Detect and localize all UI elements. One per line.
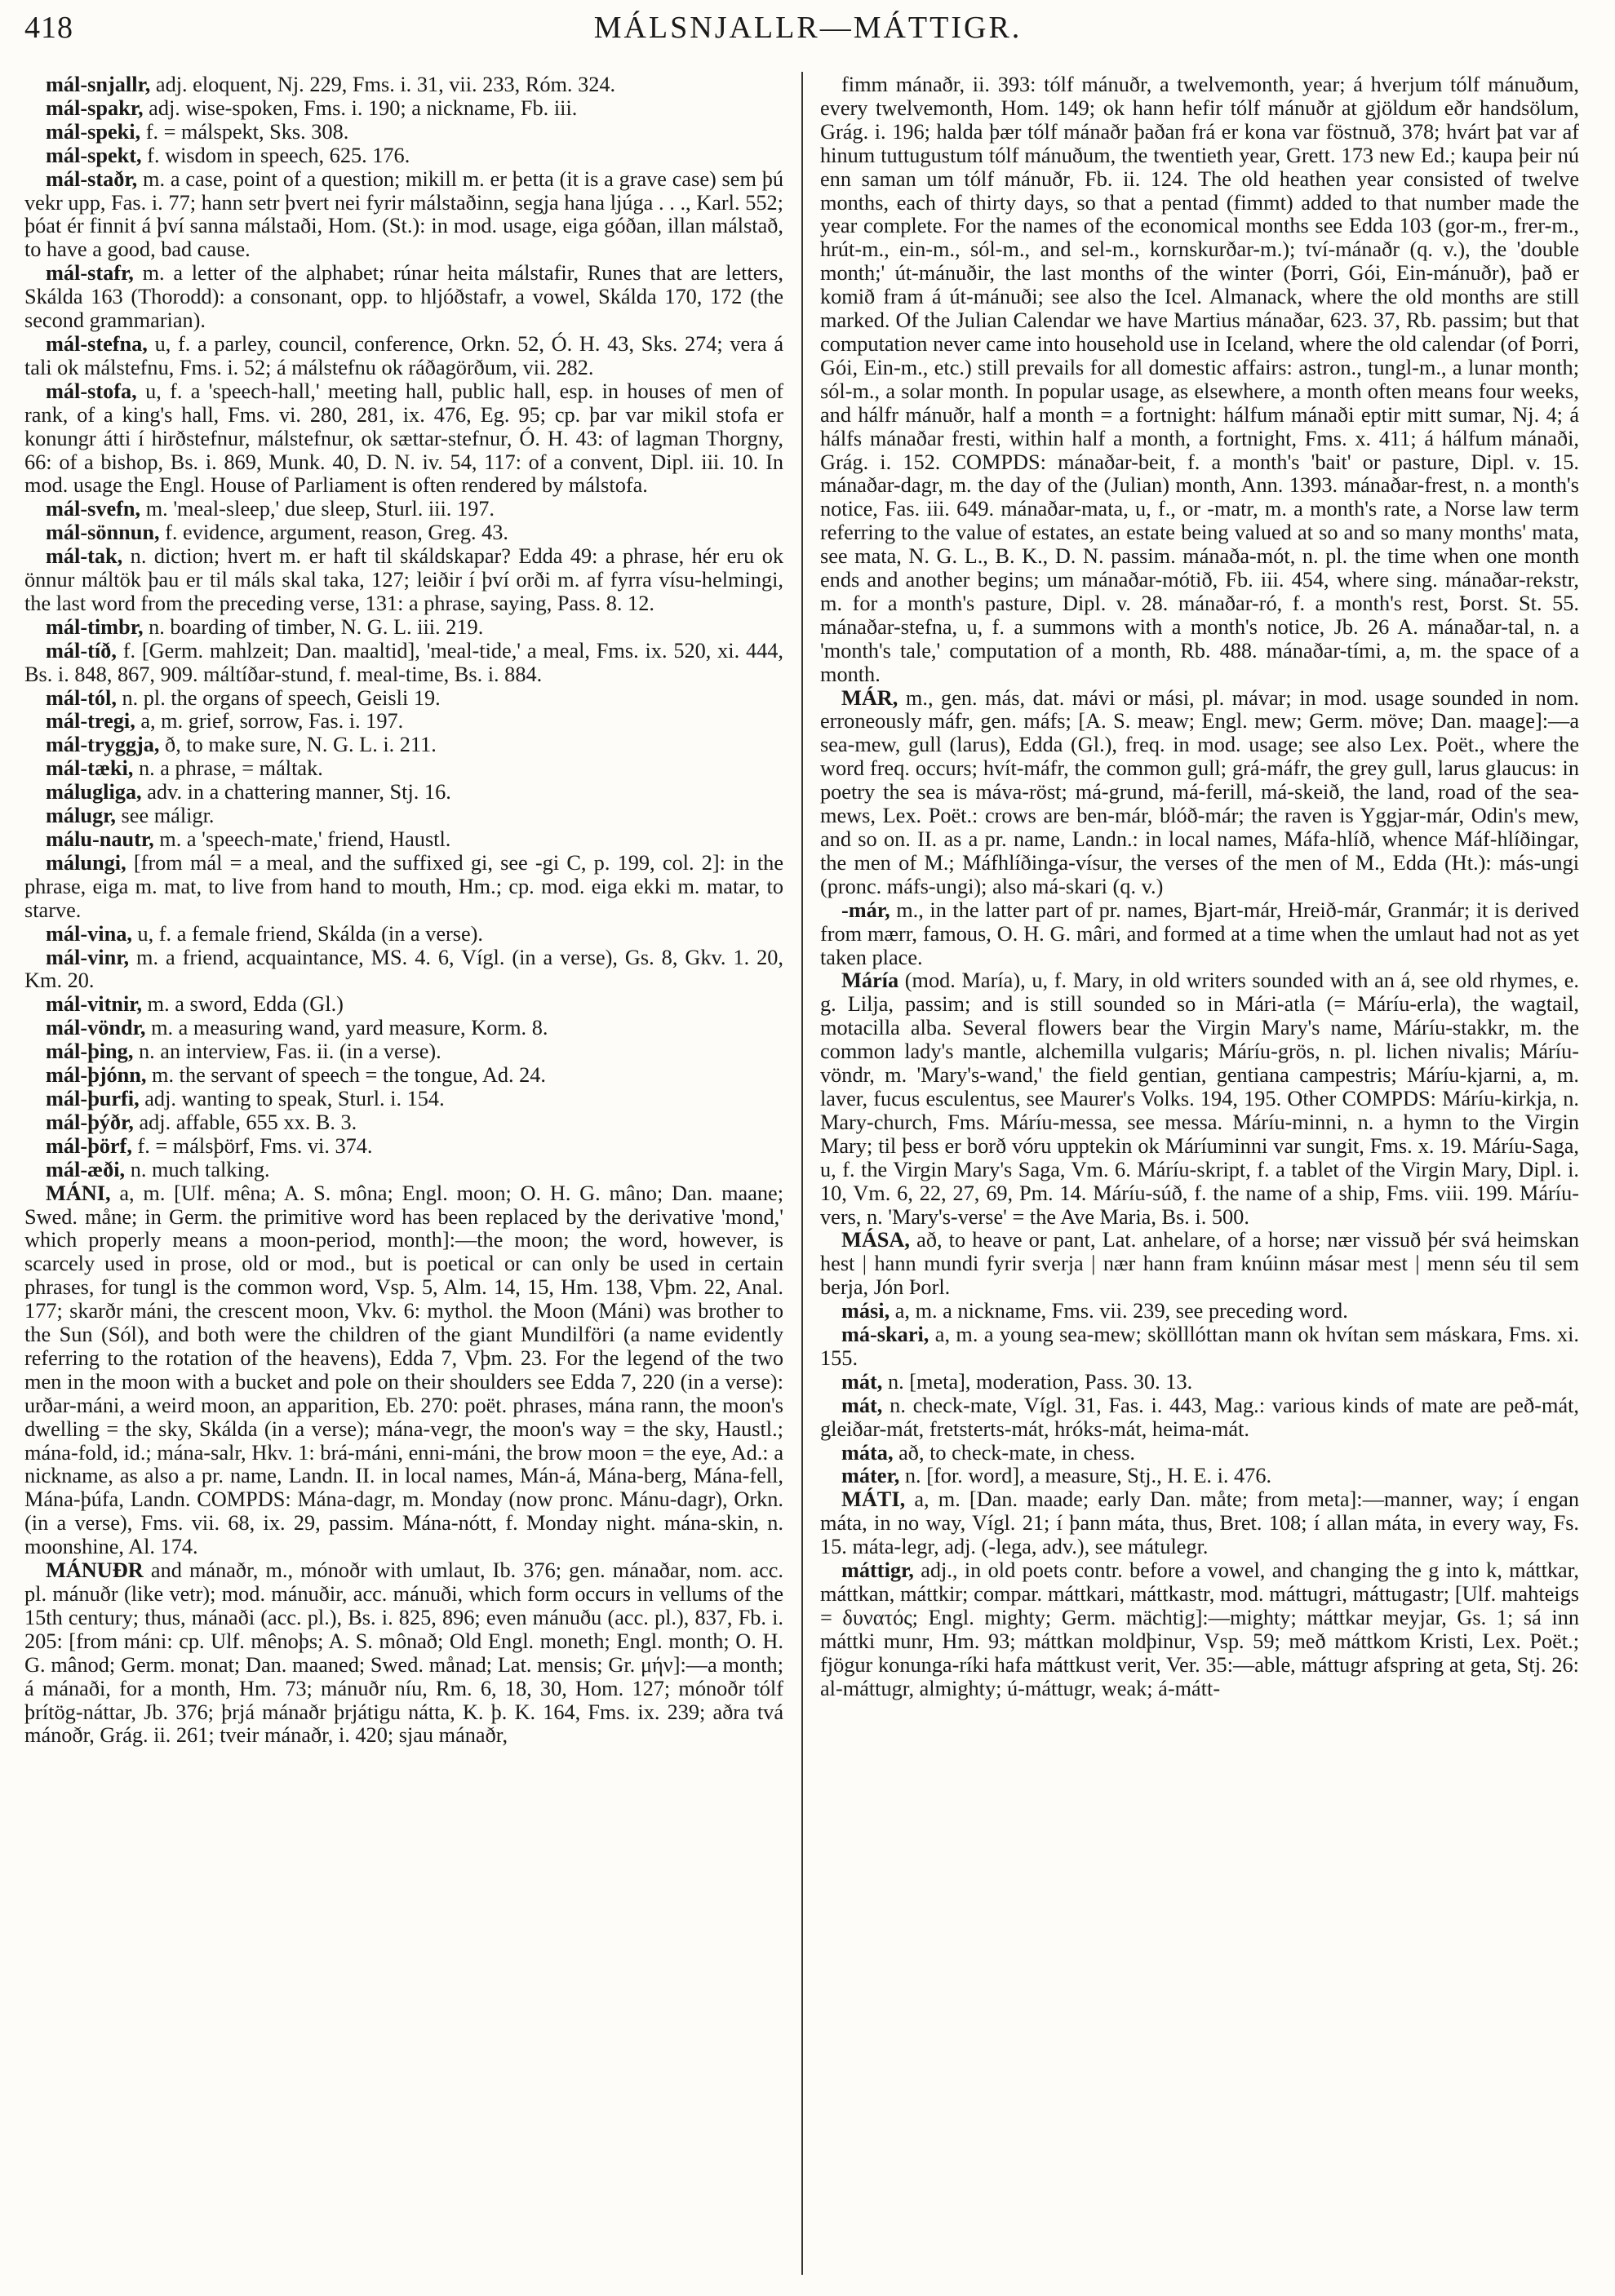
entry-headword: mál-þing, [46, 1039, 134, 1064]
entry-definition: að, to check-mate, in chess. [893, 1440, 1136, 1465]
dictionary-entry [820, 1394, 1579, 1442]
entry-definition: m. the servant of speech = the tongue, Ad. 24. [146, 1063, 547, 1088]
dictionary-entry [24, 97, 783, 121]
entry-definition: að, to heave or pant, Lat. anhelare, of a horse; nær vissuð þér svá heimskan hest | hann mundi fyrir sverja | nær hann fram knúinn másar mest | menn séu til sem berja, Jón Þorl. [820, 1228, 1579, 1300]
entry-headword: mál-spakr, [46, 95, 144, 120]
entry-definition: m. a letter of the alphabet; rúnar heita málstafir, Runes that are letters, Skálda 163 (Thorodd): a consonant, opp. to hljóðstafr, a vowel, Skálda 170, 172 (the second grammarian). [24, 261, 783, 333]
entry-headword: MÁR, [841, 685, 898, 710]
entry-definition: ð, to make sure, N. G. L. i. 211. [159, 733, 437, 757]
dictionary-entry [24, 1111, 783, 1135]
dictionary-entry [24, 946, 783, 994]
entry-definition: adj. affable, 655 xx. B. 3. [133, 1110, 357, 1134]
page-title: MÁLSNJALLR—MÁTTIGR. [593, 11, 1023, 45]
dictionary-entry [24, 144, 783, 168]
dictionary-entry [24, 1135, 783, 1159]
dictionary-entry [820, 1465, 1579, 1488]
entry-definition: u, f. a parley, council, conference, Orkn. 52, Ó. H. 43, Sks. 274; vera á tali ok málstefnu, Fms. i. 52; á málstefnu ok ráðagörðum, vii. 282. [24, 331, 783, 379]
dictionary-entry [820, 1371, 1579, 1394]
entry-definition: m. a 'speech-mate,' friend, Haustl. [153, 827, 451, 851]
entry-headword: mál-tíð, [46, 638, 117, 663]
dictionary-entry [24, 168, 783, 263]
entry-headword: mál-speki, [46, 119, 141, 144]
dictionary-entry [24, 380, 783, 499]
entry-definition: u, f. a female friend, Skálda (in a verse). [131, 921, 483, 946]
dictionary-entry [24, 121, 783, 144]
left-column [24, 73, 783, 2276]
right-column [820, 73, 1579, 2276]
dictionary-entry [24, 73, 783, 97]
entry-definition: f. wisdom in speech, 625. 176. [141, 143, 410, 167]
entry-definition: a, m. [Dan. maade; early Dan. måte; from meta]:—manner, way; í engan máta, in no way, Vígl. 21; í þann máta, thus, Bret. 108; í allan máta, in every way, Fs. 15. máta-legr, adj. (-lega, adv.), see mátulegr. [820, 1487, 1579, 1559]
entry-definition: [from mál = a meal, and the suffixed gi, see -gi C, p. 199, col. 2]: in the phrase, eiga m. mat, to live from hand to mouth, Hm.; cp. mod. eiga ekki m. matar, to starve. [24, 850, 783, 922]
entry-definition: a, m. a young sea-mew; skölllóttan mann ok hvítan sem máskara, Fms. xi. 155. [820, 1323, 1579, 1370]
entry-definition: adj. eloquent, Nj. 229, Fms. i. 31, vii. 233, Róm. 324. [150, 73, 616, 96]
dictionary-entry [24, 923, 783, 946]
entry-definition: n. boarding of timber, N. G. L. iii. 219. [143, 614, 484, 639]
entry-headword: MÁNUÐR [46, 1558, 144, 1583]
dictionary-entry [24, 828, 783, 852]
entry-definition: f. = málsþörf, Fms. vi. 374. [131, 1133, 373, 1158]
entry-headword: málugr, [46, 804, 116, 828]
dictionary-entry [24, 687, 783, 711]
dictionary-entry [24, 1159, 783, 1182]
running-head [24, 10, 1591, 59]
dictionary-entry [820, 1300, 1579, 1323]
entry-headword: mál-tak, [46, 544, 123, 569]
entry-headword: MÁTI, [841, 1487, 906, 1512]
entry-definition: f. [Germ. mahlzeit; Dan. maaltid], 'meal-tide,' a meal, Fms. ix. 520, xi. 444, Bs. i. 848, 867, 909. máltíðar-stund, f. meal-time, Bs. i. 884. [24, 638, 783, 686]
dictionary-entry [24, 333, 783, 380]
dictionary-entry [24, 262, 783, 333]
entry-headword: mál-stefna, [46, 331, 148, 356]
entry-definition: m., in the latter part of pr. names, Bjart-már, Hreið-már, Granmár; it is derived from mærr, famous, O. H. G. mâri, and formed at a time when the umlaut had not as yet taken place. [820, 898, 1579, 969]
dictionary-entry [24, 852, 783, 923]
entry-headword: mál-tryggja, [46, 733, 160, 757]
entry-headword: málugliga, [46, 780, 142, 804]
dictionary-entry [24, 1040, 783, 1064]
entry-definition: a, m. grief, sorrow, Fas. i. 197. [135, 709, 404, 734]
entry-definition: m. a measuring wand, yard measure, Korm. 8. [145, 1016, 548, 1040]
entry-headword: mát, [841, 1393, 883, 1417]
entry-headword: málu-nautr, [46, 827, 154, 851]
entry-definition: f. evidence, argument, reason, Greg. 43. [159, 521, 508, 545]
dictionary-entry [820, 1323, 1579, 1371]
dictionary-entry [24, 521, 783, 545]
column-divider [801, 72, 803, 2275]
entry-headword: máter, [841, 1464, 900, 1488]
entry-definition: m. 'meal-sleep,' due sleep, Sturl. iii. 197. [140, 497, 495, 521]
dictionary-entry [24, 1182, 783, 1560]
entry-definition: n. [meta], moderation, Pass. 30. 13. [882, 1369, 1193, 1394]
entry-headword: mál-timbr, [46, 614, 144, 639]
dictionary-entry [820, 1229, 1579, 1300]
entry-headword: mál-tregi, [46, 709, 135, 734]
entry-definition: n. a phrase, = máltak. [133, 756, 323, 781]
entry-definition: a, m. [Ulf. mêna; A. S. môna; Engl. moon; O. H. G. mâno; Dan. maane; Swed. måne; in Germ. the primitive word has been replaced by the derivative 'mond,' which properly means a moon-period, month]:—the moon; the word, however, is scarcely used in prose, old or mod., but is poetical or can only be used in certain phrases, for tungl is the common word, Vsp. 5, Alm. 14, 15, Hm. 138, Vþm. 22, Anal. 177; skarðr máni, the crescent moon, Vkv. 6: mythol. the Moon (Máni) was brother to the Sun (Sól), and both were the children of the giant Mundilföri (a name evidently referring to the rotation of the heavens), Edda 7, Vþm. 23. For the legend of the two men in the moon with a bucket and pole on their shoulders see Edda 7, 220 (in a verse): urðar-máni, a weird moon, an apparition, Eb. 270: poët. phrases, mána rann, the moon's dwelling = the sky, Skálda (in a verse); mána-vegr, the moon's way = the sky, Haustl.; mána-fold, id.; mána-salr, Hkv. 1: brá-máni, enni-máni, the brow moon = the eye, Ad.: a nickname, as also a pr. name, Landn. II. in local names, Mán-á, Mána-berg, Mána-fell, Mána-þúfa, Landn. COMPDS: Mána-dagr, m. Monday (now pronc. Mánu-dagr), Orkn. (in a verse), Fms. vii. 68, ix. 29, passim. Mána-nótt, f. Monday night. mána-skin, n. moonshine, Al. 174. [24, 1181, 783, 1559]
entry-headword: Máría [841, 968, 899, 993]
page-number: 418 [24, 11, 73, 45]
entry-headword: mál-vina, [46, 921, 132, 946]
entry-headword: mási, [841, 1299, 890, 1323]
entry-definition: fimm mánaðr, ii. 393: tólf mánuðr, a twelvemonth, year; á hverjum tólf mánuðum, every twelvemonth, Hom. 149; ok hann hefir tólf mánuðr at gjöldum eðr handsölum, Grág. i. 196; halda þær tólf mánaðr þaðan frá er kona var föstnuð, 378; hvárt þat var af hinum tuttugustum tólf mánuðum, the twentieth year, Grett. 173 new Ed.; kaupa þeir nú enn saman um tólf mánuðr, Fb. ii. 124. The old heathen year consisted of twelve months, each of thirty days, so that a pentad (fimmt) added to that number made the year complete. For the names of the economical months see Edda 103 (gor-m., frer-m., hrút-m., ein-m., sól-m., and sel-m., kornskurðar-m.); tví-mánaðr (q. v.), the 'double month;' út-mánuðir, the last months of the winter (Þorri, Gói, Ein-mánuðr), það er komið fram á út-mánuði; see also the Icel. Almanack, where the old months are still marked. Of the Julian Calendar we have Martius mánaðar, 623. 37, Rb. passim; but that computation never came into household use in Iceland, where the old calendar (of Þorri, Gói, Ein-m., etc.) still prevails for all domestic affairs: astron., tungl-m., a lunar month; sól-m., a solar month. In popular usage, as elsewhere, a month often means four weeks, and hálfr mánuðr, half a month = a fortnight: hálfum mánaði eptir mitt sumar, Nj. 4; á hálfs mánaðar fresti, within half a month, a fortnight, Fms. x. 411; á hálfum mánaði, Grág. i. 152. COMPDS: mánaðar-beit, f. a month's 'bait' or pasture, Dipl. v. 15. mánaðar-dagr, m. the day of the (Julian) month, Ann. 1393. mánaðar-frest, n. a month's notice, Fas. iii. 649. mánaðar-mata, u, f., or -matr, m. a month's rate, a Norse law term referring to the value of estates, an estate being valued at so and so many months' mata, see mata, N. G. L., B. K., D. N. passim. mánaða-mót, n. pl. the time when one month ends and another begins; um mánaðar-mótið, Fb. iii. 454, where sing. mánaðar-rekstr, m. for a month's pasture, Dipl. v. 28. mánaðar-ró, f. a month's rest, Þorst. St. 55. mánaðar-stefna, u, f. a summons with a month's notice, Jb. 26 A. mánaðar-tal, n. a 'month's tale,' computation of a month, Rb. 488. mánaðar-tími, a, m. the space of a month. [820, 73, 1579, 686]
entry-headword: mál-snjallr, [46, 73, 151, 96]
entry-headword: mál-stafr, [46, 261, 134, 286]
entry-headword: máttigr, [841, 1558, 914, 1583]
entry-headword: mál-æði, [46, 1157, 126, 1181]
dictionary-entry [24, 757, 783, 781]
entry-definition: f. = málspekt, Sks. 308. [140, 119, 349, 144]
entry-definition: m., gen. más, dat. mávi or mási, pl. mávar; in mod. usage sounded in nom. erroneously máfr, gen. máfs; [A. S. meaw; Engl. mew; Germ. möve; Dan. maage]:—a sea-mew, gull (larus), Edda (Gl.), freq. in mod. usage; see also Lex. Poët., where the word freq. occurs; hvít-máfr, the common gull; grá-máfr, the grey gull, larus glaucus: in poetry the sea is máva-röst; má-grund, má-ferill, má-skeið, the land, road of the sea-mews, Lex. Poët.: crows are ben-már, blóð-már; the raven is Yggjar-már, Odin's mew, and so on. II. as a pr. name, Landn.: in local names, Máfa-hlíð, whence Máf-hlíðingar, the men of M.; Máfhlíðinga-vísur, the verses of the men of M., Edda (Ht.): más-ungi (pronc. máfs-ungi); also má-skari (q. v.) [820, 685, 1579, 898]
entry-definition: m. a friend, acquaintance, MS. 4. 6, Vígl. (in a verse), Gs. 8, Gkv. 1. 20, Km. 20. [24, 945, 783, 993]
dictionary-entry [24, 1064, 783, 1088]
entry-definition: n. pl. the organs of speech, Geisli 19. [116, 685, 441, 710]
entry-definition: n. much talking. [125, 1157, 270, 1181]
entry-headword: má-skari, [841, 1323, 930, 1347]
entry-definition: (mod. María), u, f. Mary, in old writers sounded with an á, see old rhymes, e. g. Lilja, passim; and is still sounded so in Mári-atla (= Máríu-erla), the wagtail, motacilla alba. Several flowers bear the Virgin Mary's name, Máríu-stakkr, m. the common lady's mantle, alchemilla vulgaris; Máríu-grös, n. pl. lichen nivalis; Máríu-vöndr, m. 'Mary's-wand,' the field gentian, gentiana campestris; Máríu-kjarni, a, m. laver, fucus esculentus, see Maurer's Volks. 194, 195. Other COMPDS: Máríu-kirkja, n. Mary-church, Fms. Máríu-messa, see messa. Máríu-minni, n. a hymn to the Virgin Mary; til þess er borð vóru upptekin ok Máríuminni var sungit, Fms. x. 19. Máríu-Saga, u, f. the Virgin Mary's Saga, Vm. 6. Máríu-skript, f. a tablet of the Virgin Mary, Dipl. i. 10, Vm. 6, 22, 27, 69, Pm. 14. Máríu-súð, f. the name of a ship, Fms. viii. 199. Máríu-vers, n. 'Mary's-verse' = the Ave Maria, Bs. i. 500. [820, 968, 1579, 1229]
entry-headword: MÁSA, [841, 1228, 911, 1252]
entry-definition: n. [for. word], a measure, Stj., H. E. i. 476. [899, 1464, 1272, 1488]
dictionary-entry [24, 993, 783, 1017]
dictionary-entry [24, 781, 783, 804]
entry-definition: n. diction; hvert m. er haft til skáldskapar? Edda 49: a phrase, hér eru ok önnur máltök þau er til máls skal taka, 127; leiðir í því orði m. af fyrra vísu-helmingi, the last word from the preceding verse, 131: a phrase, saying, Pass. 8. 12. [24, 544, 783, 615]
entry-headword: mál-vinr, [46, 945, 130, 969]
entry-definition: see máligr. [115, 804, 215, 828]
dictionary-entry [24, 734, 783, 757]
dictionary-entry [24, 1559, 783, 1748]
dictionary-entry [820, 899, 1579, 970]
entry-headword: mál-þörf, [46, 1133, 132, 1158]
dictionary-entry [24, 1017, 783, 1040]
entry-headword: mál-vitnir, [46, 992, 143, 1017]
entry-definition: and mánaðr, m., mónoðr with umlaut, Ib. 376; gen. mánaðar, nom. acc. pl. mánuðr (like vetr); mod. mánuðir, acc. mánuði, which form occurs in vellums of the 15th century; thus, mánaði (acc. pl.), Bs. i. 825, 896; even mánuðu (acc. pl.), 837, Fb. i. 205: [from máni: cp. Ulf. mênoþs; A. S. mônað; Old Engl. moneth; Engl. month; O. H. G. mânod; Germ. monat; Dan. maaned; Swed. månad; Lat. mensis; Gr. μήν]:—a month; á mánaði, for a month, Hm. 73; mánuðr níu, Rm. 6, 18, 30, Hom. 127; mónoðr tólf þrítög-náttar, Jb. 376; þrjá mánaðr þrjátigu nátta, K. þ. K. 164, Fms. ix. 239; aðra tvá mánoðr, Grág. ii. 261; tveir mánaðr, i. 420; sjau mánaðr, [24, 1558, 783, 1748]
entry-headword: málungi, [46, 850, 126, 875]
entry-headword: mál-spekt, [46, 143, 142, 167]
dictionary-entry [24, 1088, 783, 1111]
dictionary-entry [820, 969, 1579, 1229]
entry-headword: mál-staðr, [46, 166, 138, 191]
dictionary-entry [820, 1559, 1579, 1700]
entry-headword: mál-vöndr, [46, 1016, 146, 1040]
entry-headword: mál-tæki, [46, 756, 134, 781]
entry-definition: adj., in old poets contr. before a vowel, and changing the g into k, máttkar, máttkan, máttkir; compar. máttkari, máttkastr, mod. máttugri, máttugastr; [Ulf. mahteigs = δυνατός; Engl. mighty; Germ. mächtig]:—mighty; máttkar meyjar, Gs. 1; sá inn máttki munr, Hm. 93; máttkan moldþinur, Vsp. 59; með máttkom Kristi, Lex. Poët.; fjögur konunga-ríki hafa máttkust verit, Ver. 35:—able, máttugr afspring at geta, Stj. 26: al-máttugr, almighty; ú-máttugr, weak; á-mátt- [820, 1558, 1579, 1700]
entry-headword: MÁNI, [46, 1181, 111, 1205]
entry-headword: mál-þjónn, [46, 1063, 147, 1088]
entry-headword: mál-tól, [46, 685, 117, 710]
dictionary-entry [820, 1488, 1579, 1559]
dictionary-entry [820, 73, 1579, 687]
dictionary-entry [24, 640, 783, 687]
entry-definition: adj. wanting to speak, Sturl. i. 154. [139, 1086, 445, 1110]
entry-definition: m. a case, point of a question; mikill m. er þetta (it is a grave case) sem þú vekr upp, Fas. i. 77; hann setr þvert nei fyrir málstaðinn, segja hana ljúga . . ., Karl. 552; þóat ér finnit á því sanna málstaði, Hom. (St.): in mod. usage, eiga góðan, illan málstað, to have a good, bad cause. [24, 166, 783, 262]
entry-definition: adv. in a chattering manner, Stj. 16. [141, 780, 451, 804]
entry-definition: n. an interview, Fas. ii. (in a verse). [133, 1039, 441, 1064]
entry-headword: mál-þurfi, [46, 1086, 140, 1110]
entry-headword: -már, [841, 898, 890, 922]
entry-headword: máta, [841, 1440, 894, 1465]
entry-definition: u, f. a 'speech-hall,' meeting hall, public hall, esp. in houses of men of rank, of a king's hall, Fms. vi. 280, 281, ix. 476, Eg. 95; cp. þar var mikil stofa er konungr átti í hirðstefnur, málstefnur, ok sættar-stefnur, Ó. H. 43: of lagman Thorgny, 66: of a bishop, Bs. i. 869, Munk. 40, D. N. iv. 54, 117: of a convent, Dipl. iii. 10. In mod. usage the Engl. House of Parliament is often rendered by málstofa. [24, 379, 783, 498]
dictionary-entry [24, 498, 783, 521]
entry-definition: m. a sword, Edda (Gl.) [142, 992, 344, 1017]
dictionary-entry [24, 710, 783, 734]
entry-headword: mál-þýðr, [46, 1110, 134, 1134]
dictionary-entry [24, 804, 783, 828]
dictionary-entry [24, 616, 783, 640]
entry-headword: mál-stofa, [46, 379, 137, 403]
dictionary-entry [24, 545, 783, 616]
dictionary-entry [820, 1442, 1579, 1465]
dictionary-entry [820, 687, 1579, 899]
entry-definition: a, m. a nickname, Fms. vii. 239, see preceding word. [890, 1299, 1348, 1323]
entry-headword: mát, [841, 1369, 883, 1394]
entry-headword: mál-svefn, [46, 497, 141, 521]
entry-headword: mál-sönnun, [46, 521, 160, 545]
entry-definition: adj. wise-spoken, Fms. i. 190; a nickname, Fb. iii. [143, 95, 578, 120]
entry-definition: n. check-mate, Vígl. 31, Fas. i. 443, Mag.: various kinds of mate are peð-mát, gleiðar-mát, fretsterts-mát, hróks-mát, heima-mát. [820, 1393, 1579, 1441]
